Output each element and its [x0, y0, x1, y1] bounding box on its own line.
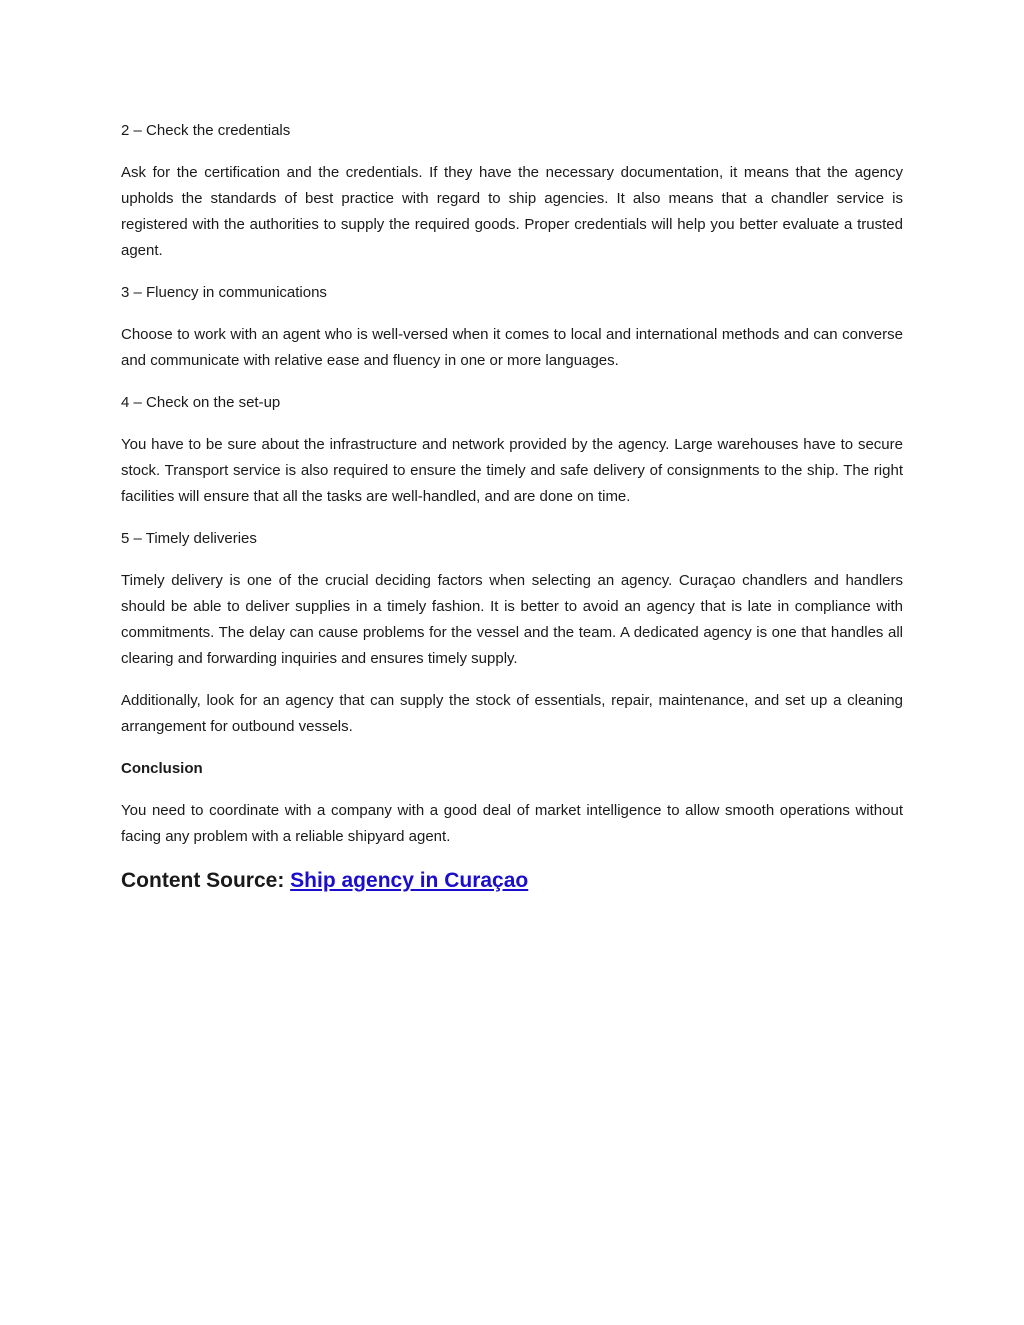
document-page: [121, 118, 903, 896]
section-paragraph-setup: You have to be sure about the infrastructure and network provided by the agency. Large warehouses have to secure stock. Transport service is also required to ensure the timely and safe delivery of consignments to the ship. The right facilities will ensure that all the tasks are well-handled, and are done on time.: [121, 436, 903, 505]
conclusion-paragraph: You need to coordinate with a company with a good deal of market intelligence to allow smooth operations without facing any problem with a reliable shipyard agent.: [121, 802, 903, 845]
section-paragraph-credentials: Ask for the certification and the credentials. If they have the necessary documentation, it means that the agency upholds the standards of best practice with regard to ship agencies. It also means that a chandler service is registered with the authorities to supply the required goods. Proper credentials will help you better evaluate a trusted agent.: [121, 164, 903, 259]
section-heading-setup: 4 – Check on the set-up: [121, 394, 281, 411]
section-paragraph-deliveries: Timely delivery is one of the crucial deciding factors when selecting an agency. Curaçao chandlers and handlers should be able to deliver supplies in a timely fashion. It is better to avoid an agency that is late in compliance with commitments. The delay can cause problems for the vessel and the team. A dedicated agency is one that handles all clearing and forwarding inquiries and ensures timely supply.: [121, 572, 903, 667]
content-source-link[interactable]: Ship agency in Curaçao: [290, 869, 529, 892]
content-source: [121, 866, 903, 896]
section-heading-deliveries: 5 – Timely deliveries: [121, 530, 257, 547]
section-paragraph-additionally: Additionally, look for an agency that can supply the stock of essentials, repair, maintenance, and set up a cleaning arrangement for outbound vessels.: [121, 692, 903, 735]
conclusion-heading: Conclusion: [121, 760, 203, 777]
section-heading-credentials: 2 – Check the credentials: [121, 122, 291, 139]
content-source-label: Content Source:: [121, 869, 291, 892]
section-paragraph-fluency: Choose to work with an agent who is well-versed when it comes to local and international methods and can converse and communicate with relative ease and fluency in one or more languages.: [121, 326, 903, 369]
section-heading-fluency: 3 – Fluency in communications: [121, 284, 327, 301]
